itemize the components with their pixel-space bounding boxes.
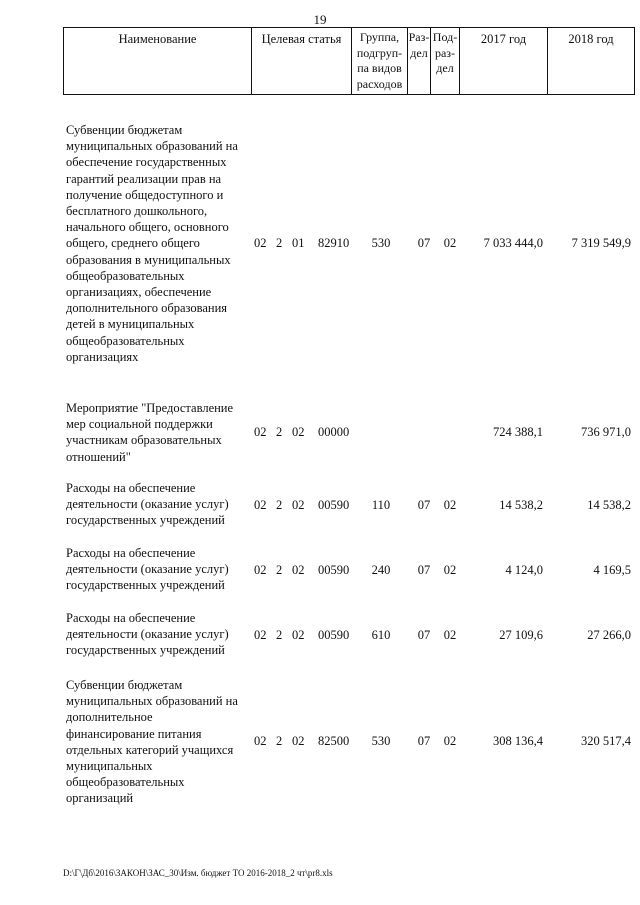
row-name [66, 480, 252, 529]
row-activity: 02 [292, 498, 305, 512]
row-name-line: организациях [66, 349, 139, 364]
file-path-footer: D:\Г\Дб\2016\ЗАКОН\ЗАС_30\Изм. бюджет ТО 2016-2018_2 чт\pr8.xls [63, 868, 333, 878]
table-row [0, 545, 640, 595]
row-name-line: начального общего, основного [66, 220, 229, 235]
row-program: 02 [254, 236, 267, 250]
row-section: 07 [417, 498, 431, 512]
row-name-line: Мероприятие "Предоставление [66, 401, 234, 415]
row-name-line: деятельности (оказание услуг) [66, 497, 229, 512]
row-code: 82500 [318, 734, 350, 748]
header-line: подгруп- [356, 45, 403, 60]
row-amount-2018: 14 538,2 [587, 498, 631, 512]
table-row [0, 610, 640, 660]
table-row [0, 400, 640, 466]
header-line: раз- [434, 45, 456, 60]
row-section: 07 [417, 628, 431, 642]
row-name-line: детей в муниципальных [66, 317, 195, 332]
row-amount-2017: 7 033 444,0 [483, 236, 543, 250]
row-expense-group: 530 [371, 734, 391, 748]
row-subsection: 02 [443, 236, 457, 250]
row-name-line: дополнительного образования [66, 301, 228, 316]
row-amount-2017: 308 136,4 [493, 734, 543, 748]
row-name-line: государственных учреждений [66, 578, 225, 593]
header-line: Группа, [359, 30, 400, 44]
row-name [66, 400, 252, 465]
row-activity: 02 [292, 425, 305, 439]
row-program: 02 [254, 734, 267, 748]
row-name-line: бесплатного дошкольного, [66, 204, 208, 219]
row-name-line: образования в муниципальных [66, 252, 231, 267]
row-amount-2018: 27 266,0 [587, 628, 631, 642]
row-program: 02 [254, 563, 267, 577]
row-name-line: муниципальных образований на [66, 694, 238, 709]
row-name-line: обеспечение государственных [66, 155, 227, 170]
header-line: Под- [432, 30, 458, 44]
row-name-line: Субвенции бюджетам [66, 678, 183, 692]
row-subprogram: 2 [276, 425, 283, 439]
row-amount-2017: 27 109,6 [499, 628, 543, 642]
table-row [0, 480, 640, 530]
row-name-line: отдельных категорий учащихся [66, 742, 234, 757]
row-subprogram: 2 [276, 563, 283, 577]
row-subprogram: 2 [276, 236, 283, 250]
row-name-line: государственных учреждений [66, 513, 225, 528]
row-name-line: дополнительное [66, 710, 153, 725]
row-name-line: гарантий реализации прав на [66, 171, 222, 186]
row-section: 07 [417, 236, 431, 250]
row-name-line: деятельности (оказание услуг) [66, 627, 229, 642]
row-subsection: 02 [443, 734, 457, 748]
row-expense-group: 240 [371, 563, 391, 577]
row-name [66, 545, 252, 594]
header-target-article: Целевая статья [251, 28, 351, 94]
row-name-line: участникам образовательных [66, 433, 222, 448]
row-expense-group: 110 [371, 498, 391, 512]
row-amount-2017: 14 538,2 [499, 498, 543, 512]
row-name-line: общеобразовательных [66, 268, 185, 283]
row-amount-2017: 724 388,1 [493, 425, 543, 439]
row-name-line: муниципальных [66, 759, 153, 774]
row-name-line: Расходы на обеспечение [66, 481, 196, 495]
row-subprogram: 2 [276, 734, 283, 748]
header-line: дел [410, 45, 428, 60]
header-section [407, 28, 430, 94]
row-name-line: организациях, обеспечение [66, 285, 212, 300]
row-subprogram: 2 [276, 498, 283, 512]
row-amount-2018: 7 319 549,9 [571, 236, 631, 250]
table-row [0, 677, 640, 808]
row-code: 82910 [318, 236, 350, 250]
row-name-line: отношений" [66, 449, 131, 464]
row-expense-group: 610 [371, 628, 391, 642]
row-code: 00590 [318, 563, 350, 577]
row-subsection: 02 [443, 628, 457, 642]
row-code: 00000 [318, 425, 350, 439]
header-line: па видов [357, 61, 402, 75]
row-name-line: Субвенции бюджетам [66, 123, 183, 137]
row-name [66, 610, 252, 659]
row-name-line: Расходы на обеспечение [66, 611, 196, 625]
row-activity: 01 [292, 236, 305, 250]
row-name [66, 677, 252, 807]
header-line: расходов [356, 76, 403, 91]
row-subsection: 02 [443, 498, 457, 512]
header-name: Наименование [118, 32, 197, 46]
header-expense-group [351, 28, 407, 94]
row-activity: 02 [292, 734, 305, 748]
row-name-line: мер социальной поддержки [66, 417, 213, 432]
row-amount-2018: 4 169,5 [593, 563, 631, 577]
header-line: Раз- [408, 30, 430, 44]
row-activity: 02 [292, 563, 305, 577]
row-section: 07 [417, 734, 431, 748]
row-name-line: общеобразовательных [66, 333, 185, 348]
row-amount-2017: 4 124,0 [505, 563, 543, 577]
row-amount-2018: 320 517,4 [581, 734, 631, 748]
row-expense-group: 530 [371, 236, 391, 250]
row-name [66, 122, 252, 365]
header-subsection [430, 28, 459, 94]
row-name-line: деятельности (оказание услуг) [66, 562, 229, 577]
header-line: дел [436, 61, 454, 75]
row-name-line: общеобразовательных [66, 775, 185, 790]
row-name-line: государственных учреждений [66, 643, 225, 658]
row-name-line: получение общедоступного и [66, 187, 224, 202]
row-program: 02 [254, 498, 267, 512]
row-name-line: финансирование питания [66, 726, 202, 741]
row-subsection: 02 [443, 563, 457, 577]
header-year-2018: 2018 год [547, 28, 634, 94]
page-number: 19 [313, 12, 327, 27]
row-name-line: общего, среднего общего [66, 236, 200, 251]
row-name-line: муниципальных образований на [66, 139, 238, 154]
table-row [0, 122, 640, 367]
row-program: 02 [254, 628, 267, 642]
row-section: 07 [417, 563, 431, 577]
row-code: 00590 [318, 498, 350, 512]
row-activity: 02 [292, 628, 305, 642]
row-name-line: Расходы на обеспечение [66, 546, 196, 560]
row-program: 02 [254, 425, 267, 439]
row-name-line: организаций [66, 791, 134, 806]
row-amount-2018: 736 971,0 [581, 425, 631, 439]
row-code: 00590 [318, 628, 350, 642]
header-year-2017: 2017 год [459, 28, 547, 94]
table-header [63, 27, 635, 95]
row-subprogram: 2 [276, 628, 283, 642]
